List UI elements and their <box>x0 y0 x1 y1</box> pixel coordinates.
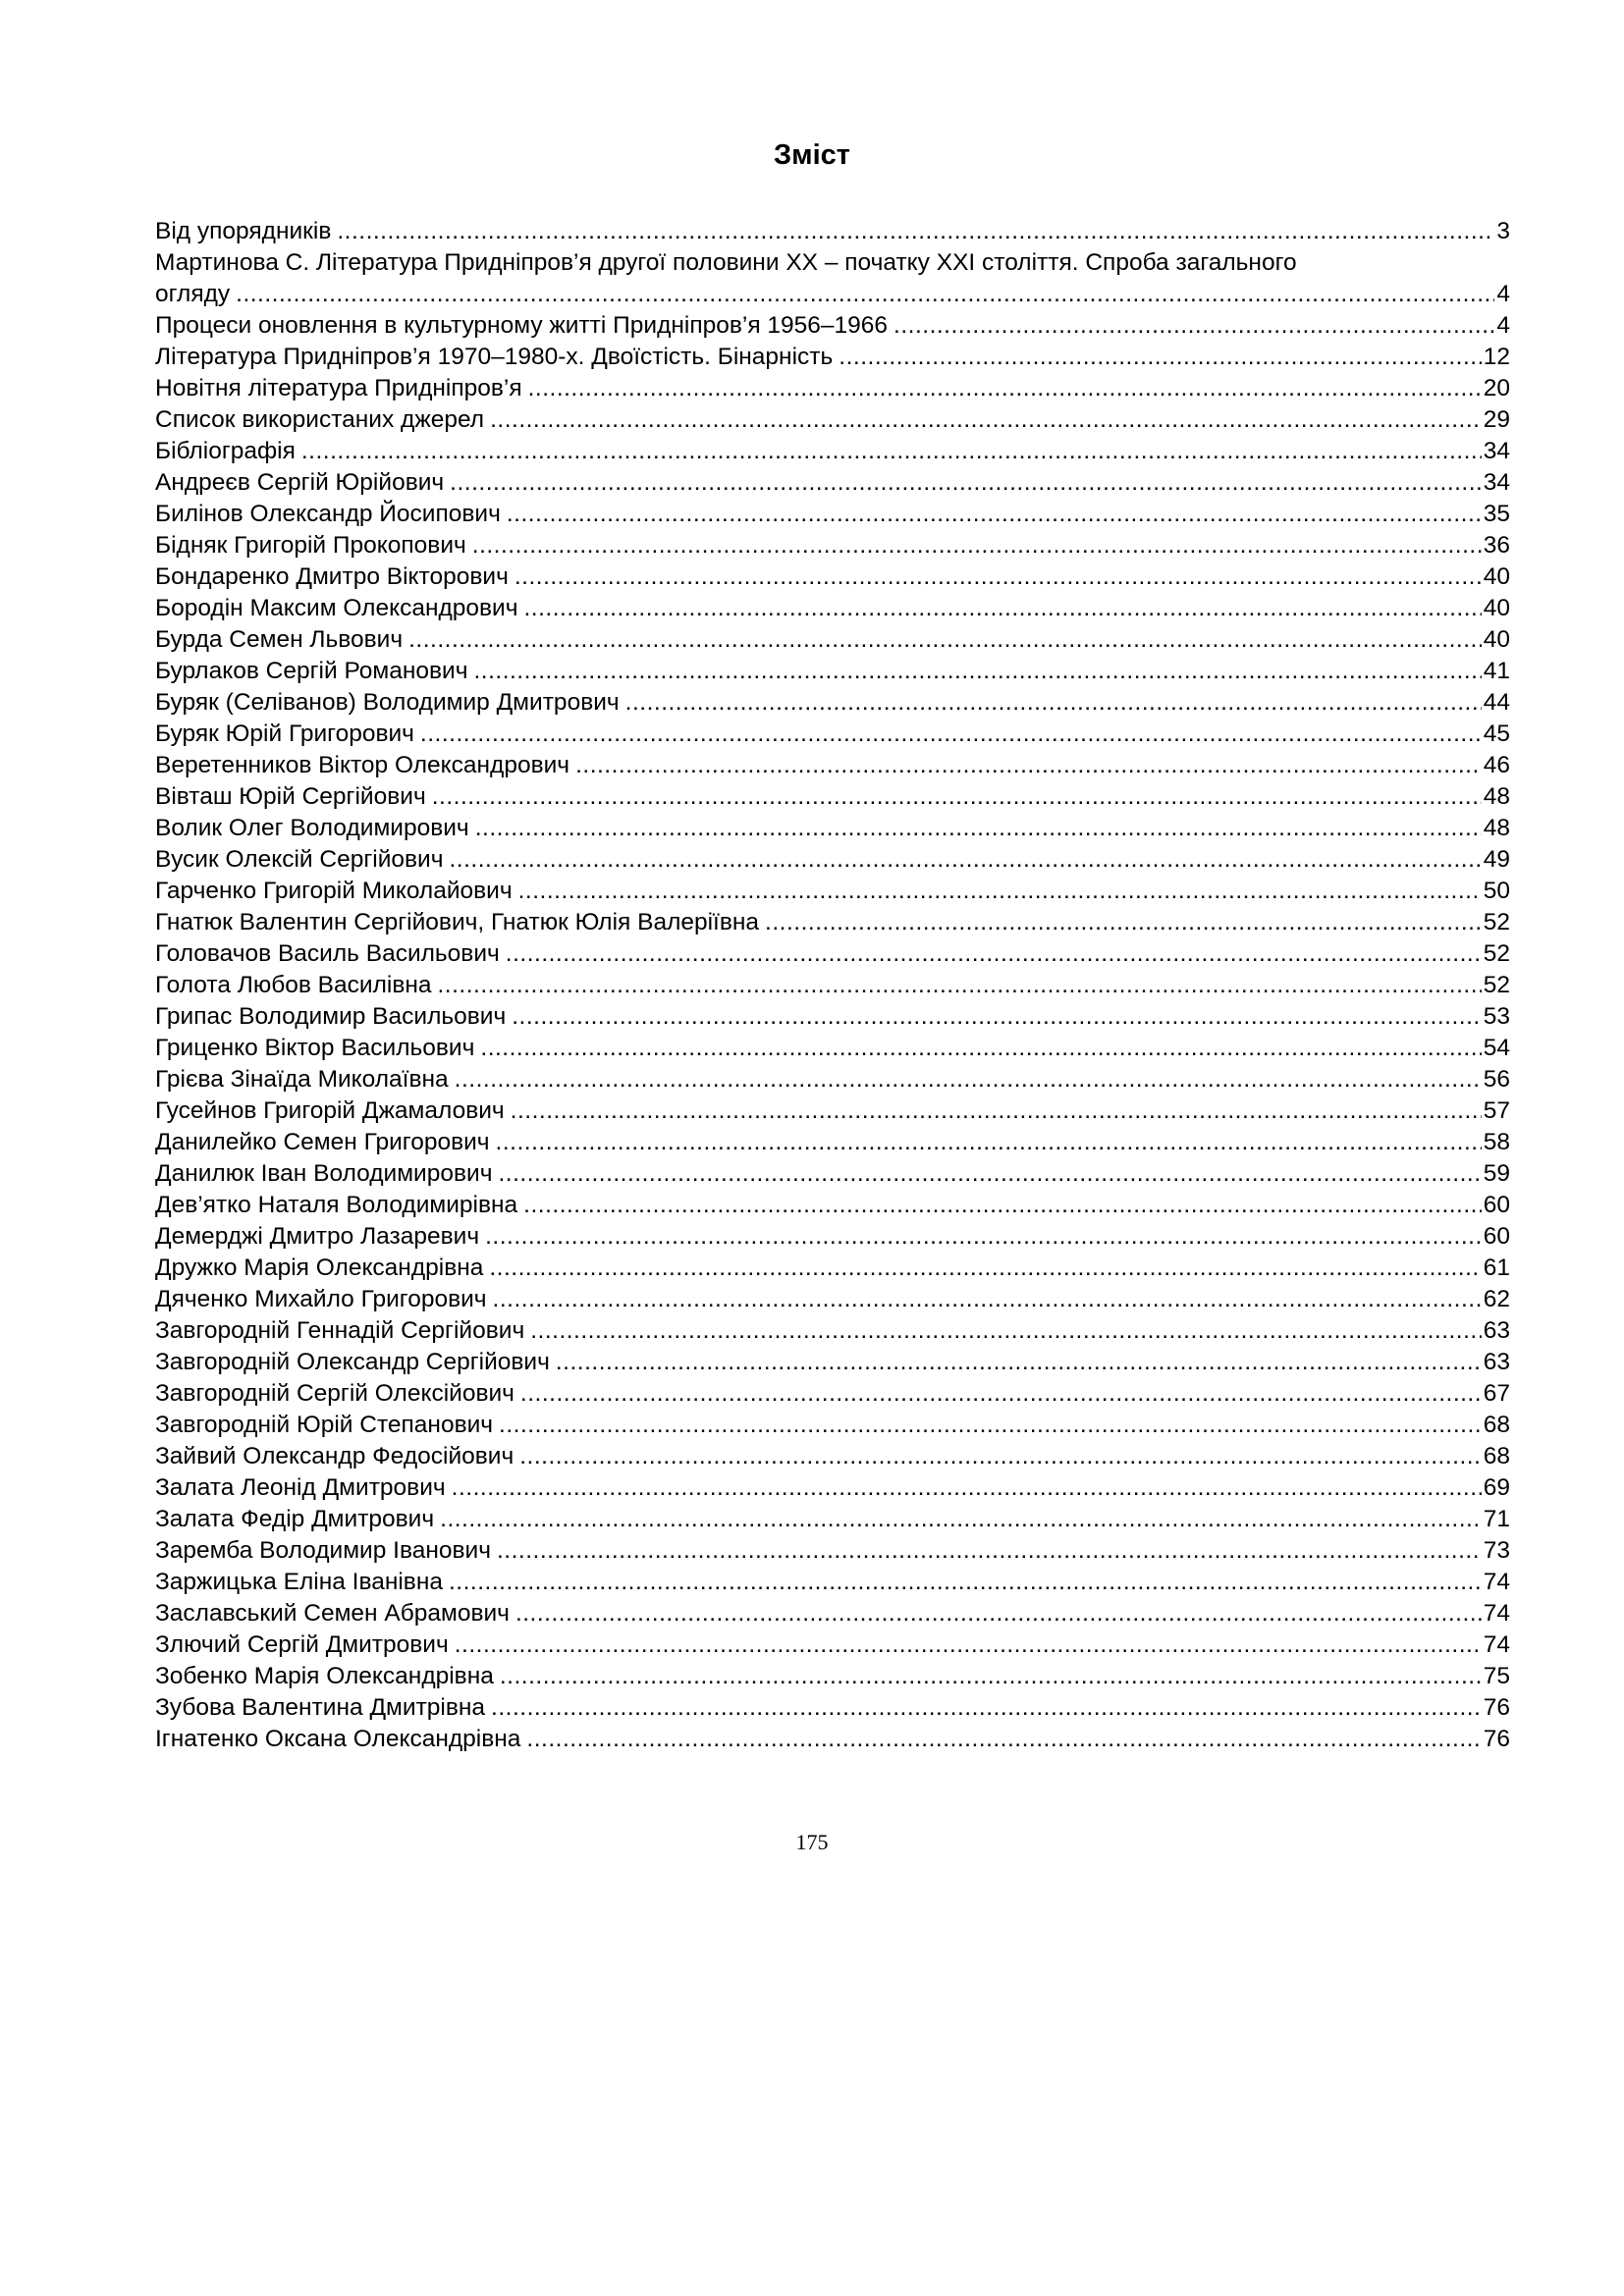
toc-entry-page: 52 <box>1483 909 1510 935</box>
toc-entry-page: 61 <box>1483 1255 1510 1281</box>
toc-entry[interactable] <box>155 561 1510 593</box>
toc-entry[interactable] <box>155 1378 1510 1410</box>
toc-entry[interactable] <box>155 1567 1510 1598</box>
toc-entry-title: Бідняк Григорій Прокопович <box>155 532 466 559</box>
toc-entry[interactable] <box>155 750 1510 781</box>
toc-entry[interactable] <box>155 1221 1510 1253</box>
toc-entry[interactable] <box>155 216 1510 247</box>
toc-entry-title: Завгородній Геннадій Сергійович <box>155 1317 525 1344</box>
toc-entry-title: Злючий Сергій Дмитрович <box>155 1631 449 1658</box>
toc-entry-page: 48 <box>1483 815 1510 841</box>
dot-leader <box>489 1253 1481 1284</box>
toc-entry-title: Буряк (Селіванов) Володимир Дмитрович <box>155 689 620 716</box>
toc-entry[interactable] <box>155 1598 1510 1629</box>
toc-entry-page: 59 <box>1483 1160 1510 1187</box>
dot-leader <box>472 530 1482 561</box>
toc-entry[interactable] <box>155 781 1510 813</box>
toc-entry-page: 34 <box>1483 469 1510 496</box>
toc-entry-title: Буряк Юрій Григорович <box>155 721 414 747</box>
dot-leader <box>438 970 1482 1001</box>
toc-entry-title: Завгородній Сергій Олексійович <box>155 1380 514 1407</box>
toc-entry-title: Залата Леонід Дмитрович <box>155 1474 446 1501</box>
toc-entry-title: Список використаних джерел <box>155 406 485 433</box>
toc-entry-page: 34 <box>1483 438 1510 464</box>
toc-entry[interactable] <box>155 404 1510 436</box>
toc-entry[interactable] <box>155 1724 1510 1755</box>
toc-entry[interactable] <box>155 687 1510 719</box>
toc-entry-title: Вусик Олексій Сергійович <box>155 846 444 873</box>
toc-entry[interactable] <box>155 1535 1510 1567</box>
toc-entry-title: Дев’ятко Наталя Володимирівна <box>155 1192 518 1218</box>
dot-leader <box>473 656 1481 687</box>
dot-leader <box>498 1158 1481 1190</box>
toc-entry-page: 3 <box>1496 218 1510 244</box>
page-title: Зміст <box>773 139 850 171</box>
toc-entry-page: 74 <box>1483 1600 1510 1627</box>
toc-entry-title: Дяченко Михайло Григорович <box>155 1286 487 1312</box>
toc-entry-page: 76 <box>1483 1694 1510 1721</box>
dot-leader <box>440 1504 1482 1535</box>
toc-entry[interactable] <box>155 1064 1510 1095</box>
toc-entry-title: Гриценко Віктор Васильович <box>155 1035 475 1061</box>
dot-leader <box>765 907 1482 938</box>
dot-leader <box>236 279 1494 310</box>
toc-entry[interactable] <box>155 1158 1510 1190</box>
toc-entry[interactable] <box>155 1284 1510 1315</box>
toc-entry-title: Процеси оновлення в культурному житті Придніпров’я 1956–1966 <box>155 312 889 339</box>
dot-leader <box>515 1598 1482 1629</box>
toc-entry[interactable] <box>155 719 1510 750</box>
page-number: 175 <box>795 1830 829 1854</box>
dot-leader <box>514 561 1482 593</box>
dot-leader <box>493 1284 1482 1315</box>
toc-entry[interactable] <box>155 1692 1510 1724</box>
toc-entry[interactable] <box>155 813 1510 844</box>
toc-entry[interactable] <box>155 1033 1510 1064</box>
dot-leader <box>301 436 1482 467</box>
toc-entry-page: 73 <box>1483 1537 1510 1564</box>
toc-entry-page: 49 <box>1483 846 1510 873</box>
toc-entry[interactable] <box>155 1347 1510 1378</box>
toc-entry[interactable] <box>155 1190 1510 1221</box>
toc-entry[interactable] <box>155 1095 1510 1127</box>
toc-entry-page: 40 <box>1483 595 1510 621</box>
toc-entry-title: Вівташ Юрій Сергійович <box>155 783 426 810</box>
table-of-contents <box>155 216 1510 1755</box>
toc-entry-title: Зубова Валентина Дмитрівна <box>155 1694 486 1721</box>
toc-entry-page: 29 <box>1483 406 1510 433</box>
dot-leader <box>625 687 1482 719</box>
toc-entry[interactable] <box>155 310 1510 342</box>
toc-entry-page: 50 <box>1483 878 1510 904</box>
toc-entry-line2 <box>155 279 1510 310</box>
toc-entry-page: 74 <box>1483 1569 1510 1595</box>
toc-entry-page: 63 <box>1483 1317 1510 1344</box>
dot-leader <box>524 593 1482 624</box>
toc-entry-title: Новітня література Придніпров’я <box>155 375 522 401</box>
dot-leader <box>528 373 1482 404</box>
dot-leader <box>499 1410 1482 1441</box>
toc-entry-page: 52 <box>1483 940 1510 967</box>
toc-entry[interactable] <box>155 1410 1510 1441</box>
toc-entry-title: Голота Любов Василівна <box>155 972 432 998</box>
dot-leader <box>518 876 1482 907</box>
toc-entry-page: 67 <box>1483 1380 1510 1407</box>
toc-entry-title: Волик Олег Володимирович <box>155 815 469 841</box>
toc-entry-page: 71 <box>1483 1506 1510 1532</box>
toc-entry-page: 68 <box>1483 1443 1510 1469</box>
toc-entry[interactable] <box>155 499 1510 530</box>
toc-entry-page: 69 <box>1483 1474 1510 1501</box>
toc-entry-page: 46 <box>1483 752 1510 778</box>
toc-entry-title: Ігнатенко Оксана Олександрівна <box>155 1726 521 1752</box>
dot-leader <box>556 1347 1482 1378</box>
dot-leader <box>420 719 1482 750</box>
toc-entry-title: Дружко Марія Олександрівна <box>155 1255 484 1281</box>
toc-entry-title: Бондаренко Дмитро Вікторович <box>155 563 509 590</box>
toc-entry-title: Гусейнов Григорій Джамалович <box>155 1097 505 1124</box>
toc-entry-page: 45 <box>1483 721 1510 747</box>
toc-entry-title: Заславський Семен Абрамович <box>155 1600 510 1627</box>
dot-leader <box>519 1441 1481 1472</box>
toc-entry-title: Бурда Семен Львович <box>155 626 404 653</box>
dot-leader <box>575 750 1482 781</box>
toc-entry[interactable] <box>155 907 1510 938</box>
toc-entry-title: Заремба Володимир Іванович <box>155 1537 491 1564</box>
dot-leader <box>523 1190 1482 1221</box>
toc-entry-page: 4 <box>1496 281 1510 307</box>
dot-leader <box>893 310 1494 342</box>
dot-leader <box>526 1724 1481 1755</box>
toc-entry[interactable] <box>155 1441 1510 1472</box>
toc-entry[interactable] <box>155 467 1510 499</box>
toc-entry[interactable] <box>155 844 1510 876</box>
toc-entry-page: 68 <box>1483 1412 1510 1438</box>
toc-entry[interactable] <box>155 1661 1510 1692</box>
toc-entry[interactable] <box>155 530 1510 561</box>
dot-leader <box>511 1095 1482 1127</box>
toc-entry[interactable] <box>155 247 1510 310</box>
toc-entry[interactable] <box>155 342 1510 373</box>
toc-entry-page: 41 <box>1483 658 1510 684</box>
dot-leader <box>530 1315 1482 1347</box>
toc-entry[interactable] <box>155 1001 1510 1033</box>
dot-leader <box>449 1567 1482 1598</box>
dot-leader <box>485 1221 1482 1253</box>
toc-entry-title: Зобенко Марія Олександрівна <box>155 1663 494 1689</box>
toc-entry-title: Грипас Володимир Васильович <box>155 1003 507 1030</box>
toc-entry-page: 40 <box>1483 563 1510 590</box>
toc-entry[interactable] <box>155 1504 1510 1535</box>
dot-leader <box>496 1127 1482 1158</box>
toc-entry-title-line2: огляду <box>155 281 231 307</box>
toc-entry[interactable] <box>155 970 1510 1001</box>
toc-entry-page: 74 <box>1483 1631 1510 1658</box>
toc-entry-page: 62 <box>1483 1286 1510 1312</box>
dot-leader <box>520 1378 1482 1410</box>
dot-leader <box>839 342 1481 373</box>
toc-entry-page: 54 <box>1483 1035 1510 1061</box>
toc-entry-page: 57 <box>1483 1097 1510 1124</box>
dot-leader <box>450 844 1482 876</box>
toc-entry[interactable] <box>155 656 1510 687</box>
toc-entry[interactable] <box>155 593 1510 624</box>
toc-entry-page: 75 <box>1483 1663 1510 1689</box>
toc-entry[interactable] <box>155 1315 1510 1347</box>
toc-entry[interactable] <box>155 436 1510 467</box>
toc-entry-page: 44 <box>1483 689 1510 716</box>
toc-entry-page: 4 <box>1496 312 1510 339</box>
dot-leader <box>432 781 1482 813</box>
toc-entry-page: 56 <box>1483 1066 1510 1093</box>
dot-leader <box>408 624 1482 656</box>
toc-entry-page: 36 <box>1483 532 1510 559</box>
toc-entry-page: 12 <box>1483 344 1510 370</box>
toc-entry-title: Гарченко Григорій Миколайович <box>155 878 513 904</box>
toc-entry[interactable] <box>155 1127 1510 1158</box>
toc-entry-title: Бурлаков Сергій Романович <box>155 658 468 684</box>
toc-entry-title: Завгородній Юрій Степанович <box>155 1412 494 1438</box>
toc-entry-title: Веретенников Віктор Олександрович <box>155 752 570 778</box>
toc-entry-page: 60 <box>1483 1192 1510 1218</box>
toc-entry-page: 40 <box>1483 626 1510 653</box>
toc-entry-page: 76 <box>1483 1726 1510 1752</box>
toc-entry[interactable] <box>155 1253 1510 1284</box>
dot-leader <box>500 1661 1482 1692</box>
toc-entry-title: Демерджі Дмитро Лазаревич <box>155 1223 480 1250</box>
toc-entry[interactable] <box>155 624 1510 656</box>
dot-leader <box>506 938 1482 970</box>
toc-entry-title-line1: Мартинова С. Література Придніпров’я другої половини ХХ – початку ХХІ століття. Спроба загального <box>155 249 1297 276</box>
dot-leader <box>452 1472 1482 1504</box>
toc-entry-title: Гнатюк Валентин Сергійович, Гнатюк Юлія Валеріївна <box>155 909 760 935</box>
toc-entry-title: Завгородній Олександр Сергійович <box>155 1349 550 1375</box>
dot-leader <box>475 813 1482 844</box>
toc-entry[interactable] <box>155 1629 1510 1661</box>
toc-entry-page: 48 <box>1483 783 1510 810</box>
toc-entry-title: Головачов Василь Васильович <box>155 940 500 967</box>
dot-leader <box>450 467 1482 499</box>
toc-entry-page: 58 <box>1483 1129 1510 1155</box>
toc-entry-page: 60 <box>1483 1223 1510 1250</box>
toc-entry-title: Література Придніпров’я 1970–1980-х. Двоїстість. Бінарність <box>155 344 834 370</box>
toc-entry[interactable] <box>155 373 1510 404</box>
toc-entry-title: Бородін Максим Олександрович <box>155 595 518 621</box>
toc-entry-title: Билінов Олександр Йосипович <box>155 501 501 527</box>
toc-entry-title: Бібліографія <box>155 438 296 464</box>
toc-entry[interactable] <box>155 876 1510 907</box>
toc-entry[interactable] <box>155 1472 1510 1504</box>
toc-entry-title: Данилюк Іван Володимирович <box>155 1160 493 1187</box>
toc-entry-title: Від упорядників <box>155 218 332 244</box>
dot-leader <box>497 1535 1482 1567</box>
dot-leader <box>455 1064 1482 1095</box>
toc-entry-title: Залата Федір Дмитрович <box>155 1506 435 1532</box>
dot-leader <box>512 1001 1481 1033</box>
dot-leader <box>337 216 1494 247</box>
toc-entry-page: 20 <box>1483 375 1510 401</box>
toc-entry-page: 63 <box>1483 1349 1510 1375</box>
toc-entry-title: Зайвий Олександр Федосійович <box>155 1443 514 1469</box>
dot-leader <box>455 1629 1482 1661</box>
dot-leader <box>507 499 1482 530</box>
toc-entry-page: 53 <box>1483 1003 1510 1030</box>
toc-entry-title: Заржицька Еліна Іванівна <box>155 1569 443 1595</box>
dot-leader <box>480 1033 1481 1064</box>
toc-entry-title: Грієва Зінаїда Миколаївна <box>155 1066 449 1093</box>
toc-entry-title: Андреєв Сергій Юрійович <box>155 469 445 496</box>
dot-leader <box>490 404 1482 436</box>
toc-entry[interactable] <box>155 938 1510 970</box>
toc-entry-page: 35 <box>1483 501 1510 527</box>
toc-entry-page: 52 <box>1483 972 1510 998</box>
toc-entry-title: Данилейко Семен Григорович <box>155 1129 490 1155</box>
dot-leader <box>491 1692 1482 1724</box>
